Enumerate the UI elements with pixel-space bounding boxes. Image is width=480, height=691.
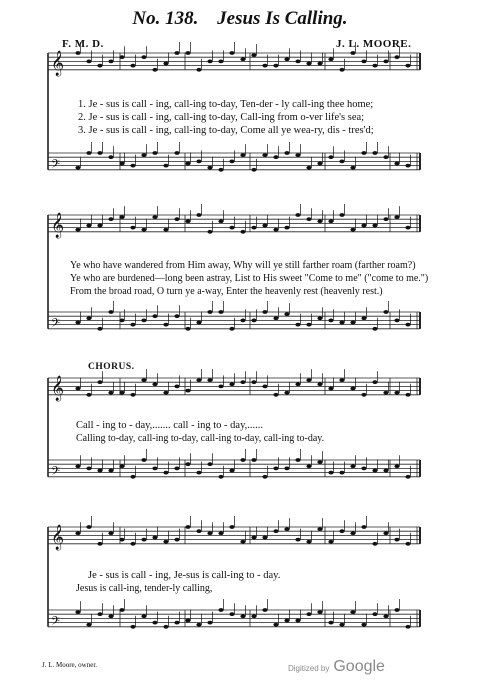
verse-line-3b: From the broad road, O turn ye a-way, Enter the heavenly rest (heavenly rest.) (70, 286, 383, 297)
svg-text:𝄞: 𝄞 (51, 50, 65, 76)
chorus-line-2-lower: Jesus is call-ing, tender-ly calling, (76, 583, 213, 594)
svg-text:𝄢: 𝄢 (51, 464, 61, 481)
svg-text:𝄞: 𝄞 (51, 212, 65, 238)
svg-text:𝄞: 𝄞 (51, 375, 65, 401)
hymn-number: No. 138. (132, 8, 199, 29)
music-author: J. L. MOORE. (336, 38, 412, 50)
verse-line-1b: Ye who have wandered from Him away, Why will ye still farther roam (farther roam?) (70, 260, 416, 271)
google-watermark (288, 658, 385, 676)
watermark-prefix: Digitized by (288, 664, 330, 673)
chorus-line-1-upper: Call - ing to - day,....... call - ing to - day,...... (76, 420, 264, 431)
svg-text:𝄢: 𝄢 (51, 316, 61, 333)
watermark-brand: Google (333, 658, 385, 675)
hymn-name: Jesus Is Calling. (217, 8, 348, 29)
verse-line-2b: Ye who are burdened—long been astray, List to His sweet "Come to me" ("come to me.") (70, 273, 429, 284)
chorus-line-2-upper: Je - sus is call - ing, Je-sus is call-ing to - day. (88, 570, 281, 581)
verse-line-3a: 3. Je - sus is call - ing, call-ing to-day, Come all ye wea-ry, dis - tres'd; (78, 125, 374, 136)
copyright-owner: J. L. Moore, owner. (42, 661, 98, 669)
svg-text:𝄢: 𝄢 (51, 614, 61, 631)
verse-line-1a: 1. Je - sus is call - ing, call-ing to-day, Ten-der - ly call-ing thee home; (78, 99, 374, 110)
chorus-label: CHORUS. (88, 362, 135, 372)
svg-text:𝄢: 𝄢 (51, 157, 61, 174)
chorus-line-1-lower: Calling to-day, call-ing to-day, call-ing to-day, call-ing to-day. (76, 433, 325, 444)
words-author: F. M. D. (62, 38, 104, 50)
verse-line-2a: 2. Je - sus is call - ing, call-ing to-day, Call-ing from o-ver life's sea; (78, 112, 365, 123)
svg-text:𝄞: 𝄞 (51, 524, 65, 550)
